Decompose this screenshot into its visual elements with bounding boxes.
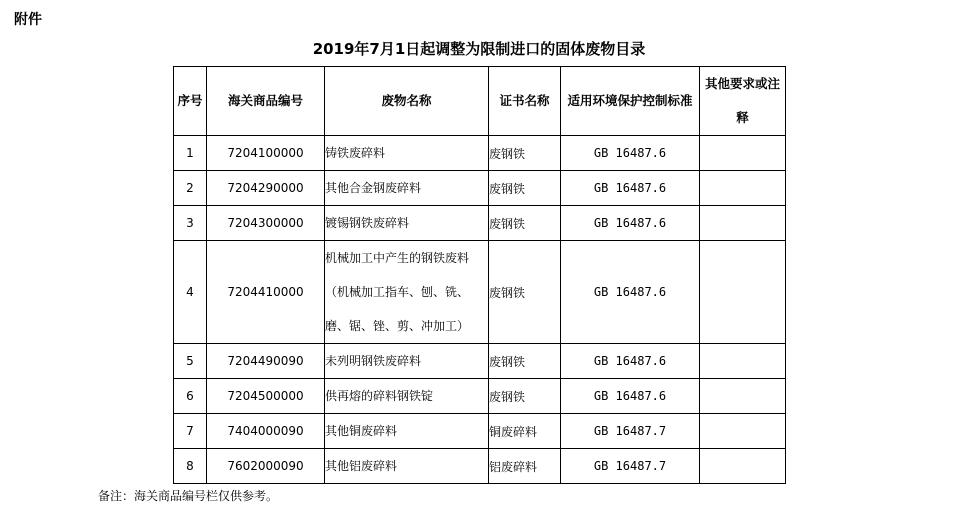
serial-cell: 4 bbox=[174, 241, 207, 344]
waste-table bbox=[173, 66, 786, 484]
waste-name-cell bbox=[325, 379, 489, 414]
serial-cell: 5 bbox=[174, 344, 207, 379]
serial-cell: 1 bbox=[174, 136, 207, 171]
table-row bbox=[174, 241, 786, 344]
waste-name-line: 机械加工中产生的钢铁废料 bbox=[325, 251, 470, 265]
certificate-cell: 铜废碎料 bbox=[489, 414, 561, 449]
table-header-row bbox=[174, 67, 786, 136]
waste-name-cell bbox=[325, 241, 489, 344]
standard-cell: GB 16487.6 bbox=[561, 379, 700, 414]
waste-name-cell bbox=[325, 136, 489, 171]
table-row bbox=[174, 449, 786, 484]
standard-cell: GB 16487.7 bbox=[561, 449, 700, 484]
waste-name-cell bbox=[325, 171, 489, 206]
waste-name-cell bbox=[325, 414, 489, 449]
serial-cell: 8 bbox=[174, 449, 207, 484]
certificate-cell: 废钢铁 bbox=[489, 206, 561, 241]
serial-cell: 2 bbox=[174, 171, 207, 206]
remark-cell bbox=[700, 379, 786, 414]
standard-cell: GB 16487.6 bbox=[561, 171, 700, 206]
serial-cell: 6 bbox=[174, 379, 207, 414]
waste-name-cell bbox=[325, 449, 489, 484]
remark-cell bbox=[700, 414, 786, 449]
waste-name-line: 镀锡钢铁废碎料 bbox=[325, 216, 410, 230]
attachment-label: 附件 bbox=[14, 12, 42, 28]
table-row bbox=[174, 344, 786, 379]
remark-cell bbox=[700, 241, 786, 344]
remark-cell bbox=[700, 449, 786, 484]
header-hs-code: 海关商品编号 bbox=[207, 67, 325, 136]
waste-name-line: 供再熔的碎料钢铁锭 bbox=[325, 389, 434, 403]
header-waste-name: 废物名称 bbox=[325, 67, 489, 136]
table-row bbox=[174, 171, 786, 206]
hs-code-cell: 7204290000 bbox=[207, 171, 325, 206]
remark-cell bbox=[700, 344, 786, 379]
certificate-cell: 废钢铁 bbox=[489, 136, 561, 171]
hs-code-cell: 7204500000 bbox=[207, 379, 325, 414]
remark-cell bbox=[700, 136, 786, 171]
table-row bbox=[174, 379, 786, 414]
header-certificate: 证书名称 bbox=[489, 67, 561, 136]
footnote: 备注：海关商品编号栏仅供参考。 bbox=[98, 489, 279, 503]
serial-cell: 7 bbox=[174, 414, 207, 449]
waste-name-line: 其他合金钢废碎料 bbox=[325, 181, 422, 195]
hs-code-cell: 7204300000 bbox=[207, 206, 325, 241]
waste-name-line: （机械加工指车、刨、铣、 bbox=[325, 285, 470, 299]
table-row bbox=[174, 414, 786, 449]
header-serial: 序号 bbox=[174, 67, 207, 136]
remark-cell bbox=[700, 171, 786, 206]
standard-cell: GB 16487.6 bbox=[561, 136, 700, 171]
standard-cell: GB 16487.6 bbox=[561, 241, 700, 344]
hs-code-cell: 7204490090 bbox=[207, 344, 325, 379]
waste-name-line: 未列明钢铁废碎料 bbox=[325, 354, 422, 368]
waste-name-cell bbox=[325, 344, 489, 379]
certificate-cell: 废钢铁 bbox=[489, 241, 561, 344]
document-title: 2019年7月1日起调整为限制进口的固体废物目录 bbox=[312, 40, 646, 58]
hs-code-cell: 7204410000 bbox=[207, 241, 325, 344]
waste-name-cell bbox=[325, 206, 489, 241]
certificate-cell: 废钢铁 bbox=[489, 344, 561, 379]
hs-code-cell: 7204100000 bbox=[207, 136, 325, 171]
standard-cell: GB 16487.6 bbox=[561, 344, 700, 379]
serial-cell: 3 bbox=[174, 206, 207, 241]
remark-cell bbox=[700, 206, 786, 241]
certificate-cell: 铝废碎料 bbox=[489, 449, 561, 484]
table-row bbox=[174, 206, 786, 241]
hs-code-cell: 7404000090 bbox=[207, 414, 325, 449]
waste-name-line: 磨、锯、锉、剪、冲加工） bbox=[325, 319, 470, 333]
header-standard: 适用环境保护控制标准 bbox=[561, 67, 700, 136]
certificate-cell: 废钢铁 bbox=[489, 379, 561, 414]
standard-cell: GB 16487.7 bbox=[561, 414, 700, 449]
hs-code-cell: 7602000090 bbox=[207, 449, 325, 484]
certificate-cell: 废钢铁 bbox=[489, 171, 561, 206]
standard-cell: GB 16487.6 bbox=[561, 206, 700, 241]
header-remarks: 其他要求或注释 bbox=[700, 67, 786, 136]
waste-name-line: 其他铝废碎料 bbox=[325, 459, 398, 473]
table-row bbox=[174, 136, 786, 171]
waste-name-line: 铸铁废碎料 bbox=[325, 146, 386, 160]
waste-name-line: 其他铜废碎料 bbox=[325, 424, 398, 438]
